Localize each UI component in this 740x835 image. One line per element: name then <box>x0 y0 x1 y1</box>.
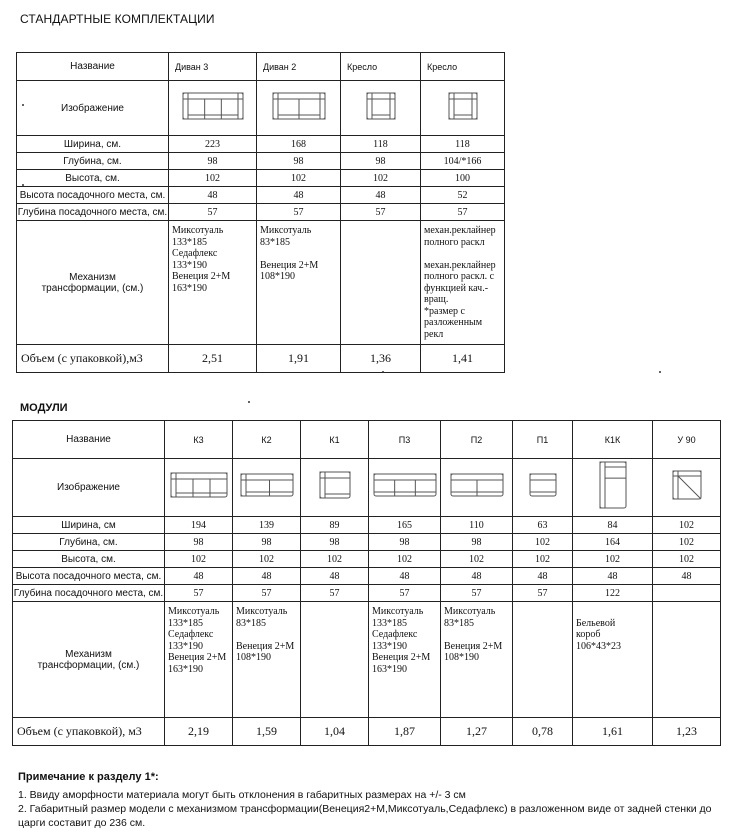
mechanism-cell: Миксотуаль 83*185 Венеция 2+М 108*190 <box>233 602 301 718</box>
module-k3-icon <box>169 471 229 499</box>
cell-value: 139 <box>233 517 301 534</box>
notes-block <box>18 770 728 830</box>
mechanism-cell: Миксотуаль 83*185 Венеция 2+М 108*190 <box>441 602 513 718</box>
cell-value: 57 <box>513 585 573 602</box>
section-title-modules: МОДУЛИ <box>20 402 68 414</box>
cell-value: 57 <box>257 204 341 221</box>
cell-value: 102 <box>341 170 421 187</box>
column-name: К1 <box>301 421 369 459</box>
mechanism-cell <box>301 602 369 718</box>
mechanism-cell: Миксотуаль 133*185 Седафлекс 133*190 Венеция 2+М 163*190 <box>165 602 233 718</box>
row-label: Ширина, см. <box>17 136 169 153</box>
cell-value: 194 <box>165 517 233 534</box>
module-p1-icon <box>528 472 558 498</box>
cell-value: 100 <box>421 170 505 187</box>
cell-value: 48 <box>653 568 721 585</box>
row-label: Высота, см. <box>13 551 165 568</box>
stray-dot <box>22 104 24 106</box>
column-name: Кресло <box>421 53 505 81</box>
cell-value: 102 <box>257 170 341 187</box>
sofa-3-seat-icon <box>181 91 245 121</box>
cell-value: 104/*166 <box>421 153 505 170</box>
volume-value: 1,41 <box>421 345 505 373</box>
cell-value: 118 <box>421 136 505 153</box>
cell-value: 98 <box>341 153 421 170</box>
cell-value: 57 <box>233 585 301 602</box>
cell-value: 48 <box>169 187 257 204</box>
column-name: К2 <box>233 421 301 459</box>
stray-dot <box>382 371 384 373</box>
data-row <box>13 568 721 585</box>
image-label: Изображение <box>13 459 165 517</box>
cell-value: 48 <box>513 568 573 585</box>
image-cell <box>369 459 441 517</box>
cell-value: 98 <box>441 534 513 551</box>
cell-value: 98 <box>369 534 441 551</box>
row-label: Глубина, см. <box>17 153 169 170</box>
cell-value: 102 <box>441 551 513 568</box>
image-cell <box>421 81 505 136</box>
cell-value: 98 <box>301 534 369 551</box>
mechanism-cell <box>653 602 721 718</box>
cell-value: 63 <box>513 517 573 534</box>
cell-value: 98 <box>233 534 301 551</box>
image-cell <box>341 81 421 136</box>
data-row <box>17 136 505 153</box>
cell-value: 168 <box>257 136 341 153</box>
module-k2-icon <box>239 472 295 498</box>
image-label: Изображение <box>17 81 169 136</box>
name-header: Название <box>17 53 169 81</box>
cell-value: 122 <box>573 585 653 602</box>
image-cell <box>301 459 369 517</box>
column-name: Кресло <box>341 53 421 81</box>
volume-value: 1,23 <box>653 718 721 746</box>
cell-value: 57 <box>369 585 441 602</box>
module-u90-icon <box>671 469 703 501</box>
cell-value: 102 <box>169 170 257 187</box>
cell-value: 48 <box>341 187 421 204</box>
mechanism-row <box>13 602 721 718</box>
cell-value: 110 <box>441 517 513 534</box>
mechanism-row <box>17 221 505 345</box>
header-row <box>13 421 721 459</box>
volume-label: Объем (с упаковкой),м3 <box>17 345 169 373</box>
cell-value: 98 <box>165 534 233 551</box>
cell-value: 102 <box>369 551 441 568</box>
column-name: Диван 3 <box>169 53 257 81</box>
mechanism-cell <box>513 602 573 718</box>
module-k1-icon <box>318 470 352 500</box>
volume-value: 0,78 <box>513 718 573 746</box>
row-label: Высота, см. <box>17 170 169 187</box>
volume-value: 1,59 <box>233 718 301 746</box>
mechanism-cell <box>341 221 421 345</box>
data-row <box>13 551 721 568</box>
cell-value: 48 <box>233 568 301 585</box>
name-header: Название <box>13 421 165 459</box>
section-title-standard: СТАНДАРТНЫЕ КОМПЛЕКТАЦИИ <box>20 12 215 26</box>
volume-value: 1,91 <box>257 345 341 373</box>
cell-value: 48 <box>441 568 513 585</box>
sofa-2-seat-icon <box>271 91 327 121</box>
cell-value: 223 <box>169 136 257 153</box>
cell-value: 57 <box>441 585 513 602</box>
cell-value: 52 <box>421 187 505 204</box>
stray-dot <box>248 401 250 403</box>
volume-label: Объем (с упаковкой), м3 <box>13 718 165 746</box>
column-name: К3 <box>165 421 233 459</box>
cell-value: 102 <box>653 517 721 534</box>
cell-value: 48 <box>573 568 653 585</box>
mechanism-cell: Бельевой короб 106*43*23 <box>573 602 653 718</box>
notes-heading: Примечание к разделу 1*: <box>18 771 159 783</box>
mechanism-label: Механизм трансформации, (см.) <box>13 602 165 718</box>
row-label: Ширина, см <box>13 517 165 534</box>
image-cell <box>441 459 513 517</box>
armchair-icon <box>365 91 397 121</box>
column-name: К1К <box>573 421 653 459</box>
cell-value: 48 <box>369 568 441 585</box>
volume-value: 2,51 <box>169 345 257 373</box>
armchair-icon <box>447 91 479 121</box>
cell-value: 57 <box>165 585 233 602</box>
row-label: Глубина, см. <box>13 534 165 551</box>
image-cell <box>653 459 721 517</box>
cell-value: 102 <box>573 551 653 568</box>
cell-value: 118 <box>341 136 421 153</box>
cell-value: 102 <box>233 551 301 568</box>
mechanism-cell: Миксотуаль 83*185 Венеция 2+М 108*190 <box>257 221 341 345</box>
row-label: Глубина посадочного места, см. <box>17 204 169 221</box>
cell-value: 98 <box>169 153 257 170</box>
cell-value: 57 <box>341 204 421 221</box>
cell-value: 89 <box>301 517 369 534</box>
stray-dot <box>659 371 661 373</box>
cell-value: 48 <box>301 568 369 585</box>
image-cell <box>573 459 653 517</box>
cell-value: 48 <box>257 187 341 204</box>
cell-value: 102 <box>513 534 573 551</box>
cell-value: 57 <box>421 204 505 221</box>
data-row <box>13 517 721 534</box>
data-row <box>17 170 505 187</box>
cell-value: 84 <box>573 517 653 534</box>
mechanism-cell: механ.реклайнер полного раскл механ.реклайнер полного раскл. с функцией кач.- вращ. *размер с разложенным рекл <box>421 221 505 345</box>
column-name: П2 <box>441 421 513 459</box>
cell-value: 57 <box>301 585 369 602</box>
cell-value: 57 <box>169 204 257 221</box>
cell-value <box>653 585 721 602</box>
cell-value: 102 <box>653 551 721 568</box>
image-cell <box>513 459 573 517</box>
image-cell <box>233 459 301 517</box>
mechanism-cell: Миксотуаль 133*185 Седафлекс 133*190 Венеция 2+М 163*190 <box>169 221 257 345</box>
data-row <box>13 534 721 551</box>
cell-value: 102 <box>165 551 233 568</box>
cell-value: 48 <box>165 568 233 585</box>
standard-configurations-table <box>16 52 505 373</box>
note-line: 1. Ввиду аморфности материала могут быть отклонения в габаритных размерах на +/- 3 см <box>18 788 466 801</box>
header-row <box>17 53 505 81</box>
volume-row <box>17 345 505 373</box>
modules-table <box>12 420 721 746</box>
image-cell <box>165 459 233 517</box>
module-p2-icon <box>449 472 505 498</box>
row-label: Высота посадочного места, см. <box>17 187 169 204</box>
volume-value: 1,04 <box>301 718 369 746</box>
note-line: 2. Габаритный размер модели с механизмом трансформации(Венеция2+М,Миксотуаль,Седафлекс) в разложенном виде от задней стенки до царги составит до 236 см. <box>18 803 712 830</box>
column-name: П3 <box>369 421 441 459</box>
data-row <box>17 153 505 170</box>
cell-value: 165 <box>369 517 441 534</box>
column-name: У 90 <box>653 421 721 459</box>
column-name: Диван 2 <box>257 53 341 81</box>
row-label: Высота посадочного места, см. <box>13 568 165 585</box>
image-row <box>17 81 505 136</box>
cell-value: 102 <box>513 551 573 568</box>
module-k1k-icon <box>598 460 628 510</box>
module-p3-icon <box>372 472 438 498</box>
volume-value: 2,19 <box>165 718 233 746</box>
image-row <box>13 459 721 517</box>
volume-row <box>13 718 721 746</box>
data-row <box>17 204 505 221</box>
stray-dot <box>22 184 24 186</box>
image-cell <box>169 81 257 136</box>
volume-value: 1,87 <box>369 718 441 746</box>
image-cell <box>257 81 341 136</box>
cell-value: 102 <box>301 551 369 568</box>
column-name: П1 <box>513 421 573 459</box>
volume-value: 1,27 <box>441 718 513 746</box>
data-row <box>17 187 505 204</box>
cell-value: 98 <box>257 153 341 170</box>
data-row <box>13 585 721 602</box>
mechanism-cell: Миксотуаль 133*185 Седафлекс 133*190 Венеция 2+М 163*190 <box>369 602 441 718</box>
cell-value: 102 <box>653 534 721 551</box>
volume-value: 1,36 <box>341 345 421 373</box>
mechanism-label: Механизм трансформации, (см.) <box>17 221 169 345</box>
volume-value: 1,61 <box>573 718 653 746</box>
cell-value: 164 <box>573 534 653 551</box>
row-label: Глубина посадочного места, см. <box>13 585 165 602</box>
